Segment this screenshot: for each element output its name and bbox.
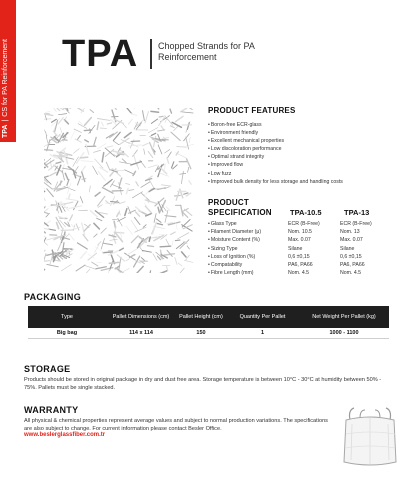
spec-value: ECR (B-Free) <box>340 221 372 227</box>
product-subtitle: Chopped Strands for PA Reinforcement <box>158 41 255 62</box>
spec-value: PA6, PA66 <box>340 261 365 268</box>
glass-strand <box>148 128 158 133</box>
side-category-text: TPA|CS for PA Reinforcement <box>2 39 9 138</box>
glass-strand <box>159 117 165 125</box>
glass-strand <box>62 171 64 181</box>
glass-strand <box>131 141 139 142</box>
glass-strand <box>97 218 102 220</box>
glass-strand <box>74 129 82 133</box>
glass-strand <box>187 246 189 249</box>
glass-strand <box>103 243 113 245</box>
glass-strand <box>103 252 112 253</box>
glass-strand <box>44 167 45 169</box>
glass-strand <box>84 130 91 131</box>
glass-strand <box>79 121 82 124</box>
glass-strand <box>172 162 174 168</box>
glass-strand <box>97 122 99 130</box>
glass-strand <box>47 264 59 266</box>
glass-strand <box>126 184 130 185</box>
features-heading: PRODUCT FEATURES <box>208 106 296 115</box>
warranty-text: All physical & chemical properties represent average values and subject to normal production variations. The specifications are also subject to change. For current information please contact Besler Office. <box>24 418 328 432</box>
packaging-col-dimensions: Pallet Dimensions (cm) <box>106 306 176 328</box>
spec-header <box>208 198 398 220</box>
glass-strand <box>78 176 81 185</box>
glass-strand <box>81 161 93 162</box>
glass-strand <box>148 151 153 157</box>
glass-strand <box>76 224 79 230</box>
header-divider <box>150 39 152 69</box>
glass-strand <box>141 182 150 188</box>
glass-strand <box>58 118 63 124</box>
glass-strand <box>154 214 156 223</box>
glass-strand <box>143 143 149 146</box>
glass-strand <box>65 173 68 179</box>
glass-strand <box>171 232 176 235</box>
glass-strand <box>153 108 159 109</box>
spec-property: • Loss of Ignition (%) <box>208 253 255 261</box>
packaging-col-type: Type <box>28 306 106 328</box>
glass-strand <box>168 152 172 158</box>
glass-strand <box>144 149 145 154</box>
glass-strand <box>77 135 80 139</box>
glass-strand <box>167 158 169 164</box>
glass-strand <box>71 131 75 139</box>
glass-strand <box>158 145 162 154</box>
glass-strand <box>44 228 49 229</box>
packaging-cell: 1 <box>226 328 299 338</box>
spec-property: • Compatability <box>208 261 242 269</box>
spec-property: • Sizing Type <box>208 245 238 253</box>
glass-strand <box>179 268 184 273</box>
glass-strand <box>82 223 85 234</box>
glass-strand <box>76 265 85 271</box>
glass-strand <box>94 234 97 237</box>
spec-property: • Moisture Content (%) <box>208 236 260 244</box>
features-list <box>208 121 398 186</box>
side-category-bar <box>0 0 16 142</box>
glass-strand <box>133 171 136 175</box>
spec-row <box>208 253 398 261</box>
spec-value: ECR (B-Free) <box>288 221 320 227</box>
glass-strand <box>94 223 100 229</box>
glass-strand <box>153 254 157 261</box>
glass-strand <box>131 220 138 230</box>
spec-value: Nom. 4.5 <box>340 270 362 277</box>
glass-strand <box>82 179 86 180</box>
glass-strand <box>66 199 78 201</box>
spec-property: • Fibre Length (mm) <box>208 269 254 277</box>
glass-strand <box>152 222 156 234</box>
spec-value: 0,6 ±0,15 <box>288 253 310 260</box>
spec-column-header: TPA-10.5 <box>290 208 322 217</box>
glass-strand <box>82 166 86 172</box>
glass-strand <box>80 197 83 203</box>
glass-strand <box>164 254 174 255</box>
packaging-cell: 114 x 114 <box>106 328 176 338</box>
glass-strand <box>68 184 71 194</box>
glass-strand <box>119 202 125 204</box>
glass-strand <box>44 129 47 136</box>
glass-strand <box>182 252 186 257</box>
glass-strand <box>143 111 145 121</box>
spec-value: Nom. 13 <box>340 229 360 236</box>
glass-strand <box>175 116 183 122</box>
product-title: TPA <box>62 33 139 75</box>
glass-strand <box>170 126 174 128</box>
glass-strand <box>181 205 183 216</box>
spec-value: 0,6 ±0,15 <box>340 253 362 260</box>
glass-strand <box>61 265 71 271</box>
glass-strand <box>136 182 138 186</box>
glass-strand <box>102 122 104 126</box>
packaging-header-row <box>28 306 389 328</box>
glass-strand <box>58 243 62 251</box>
glass-strand <box>126 226 132 234</box>
big-bag-icon <box>338 404 402 470</box>
glass-strand <box>57 223 59 229</box>
glass-strand <box>48 229 55 230</box>
packaging-col-quantity: Quantity Per Pallet <box>226 306 299 328</box>
glass-strand <box>134 256 140 267</box>
glass-strand <box>74 201 79 209</box>
glass-strand <box>107 123 111 124</box>
glass-strand <box>131 236 138 243</box>
glass-strand <box>85 118 92 126</box>
glass-strand <box>181 171 183 183</box>
glass-strand <box>126 259 130 261</box>
packaging-cell: 1000 - 1100 <box>299 328 389 338</box>
glass-strand <box>176 153 187 158</box>
glass-strand <box>83 235 88 241</box>
glass-strand <box>60 181 61 185</box>
packaging-heading: PACKAGING <box>24 292 82 302</box>
glass-strand <box>101 268 113 271</box>
glass-strand <box>92 262 98 266</box>
glass-strand <box>129 145 142 146</box>
glass-strand <box>119 257 121 270</box>
glass-strand <box>182 112 193 113</box>
glass-strand <box>109 235 116 237</box>
glass-strand <box>165 150 170 154</box>
glass-strand <box>170 109 172 113</box>
glass-strand <box>113 108 116 110</box>
glass-strand <box>177 147 187 148</box>
glass-strand <box>118 217 126 221</box>
glass-strand <box>80 252 86 258</box>
glass-strand <box>158 118 161 121</box>
glass-strand <box>95 192 100 196</box>
glass-strand <box>176 193 179 201</box>
glass-strand <box>56 162 61 163</box>
spec-value: Silane <box>288 245 303 252</box>
packaging-cell: 150 <box>176 328 226 338</box>
glass-strand <box>189 137 190 142</box>
glass-strand <box>44 209 48 212</box>
glass-strand <box>126 108 132 114</box>
glass-strand <box>74 149 80 154</box>
glass-strand <box>119 138 129 144</box>
glass-strand <box>172 241 173 246</box>
glass-strand <box>148 246 154 247</box>
glass-strand <box>102 153 104 162</box>
glass-strand <box>114 221 115 227</box>
glass-strand <box>187 123 189 130</box>
glass-strand <box>106 162 110 170</box>
spec-row <box>208 228 398 236</box>
glass-strand <box>120 248 124 250</box>
feature-item: • Optimal strand integrity <box>208 153 398 161</box>
feature-item: • Environment friendly <box>208 129 398 137</box>
glass-strand <box>120 178 122 183</box>
glass-strand <box>162 185 171 186</box>
glass-strand <box>51 108 56 112</box>
glass-strand <box>110 181 114 187</box>
glass-strand <box>137 163 139 169</box>
glass-strand <box>63 140 67 141</box>
glass-strand <box>117 213 119 217</box>
spec-heading: PRODUCT SPECIFICATION <box>208 198 272 217</box>
glass-strand <box>173 165 178 169</box>
spec-value: Silane <box>340 245 355 252</box>
glass-strand <box>161 126 164 130</box>
glass-strand <box>47 189 54 197</box>
glass-strand <box>124 133 131 138</box>
spec-property: • Glass Type <box>208 220 237 228</box>
feature-item: • Low discoloration performance <box>208 145 398 153</box>
glass-strand <box>136 212 140 216</box>
product-specification <box>208 198 398 277</box>
spec-row <box>208 245 398 253</box>
feature-item: • Low fuzz <box>208 170 398 178</box>
spec-value: Max. 0.07 <box>288 237 311 244</box>
glass-strand <box>70 215 73 221</box>
glass-strand <box>142 251 151 253</box>
glass-strand <box>148 165 157 168</box>
glass-strand <box>149 237 150 241</box>
glass-strand <box>49 165 56 170</box>
glass-strand <box>151 111 159 112</box>
glass-strand <box>188 167 189 172</box>
glass-strand <box>145 200 157 204</box>
spec-value: Nom. 4.5 <box>288 270 310 277</box>
glass-strand <box>56 108 60 111</box>
glass-strand <box>157 271 167 273</box>
glass-strand <box>156 223 162 225</box>
glass-strand <box>46 137 48 143</box>
glass-strand <box>181 108 187 111</box>
glass-strand <box>80 157 87 158</box>
glass-strand <box>100 167 108 172</box>
glass-strand <box>184 193 188 194</box>
glass-strand <box>97 119 110 121</box>
glass-strand <box>175 257 177 264</box>
glass-strand <box>44 261 50 262</box>
glass-strand <box>159 116 163 117</box>
glass-strand <box>73 108 83 111</box>
glass-strand <box>85 266 96 270</box>
product-features <box>208 106 398 186</box>
glass-strand <box>105 150 114 157</box>
feature-item: • Improved bulk density for less storage and handling costs <box>208 178 398 186</box>
glass-strand <box>59 114 67 115</box>
glass-strand <box>44 119 51 120</box>
packaging-col-height: Pallet Height (cm) <box>176 306 226 328</box>
chopped-strands-image <box>44 108 194 273</box>
glass-strand <box>89 186 90 192</box>
packaging-col-weight: Net Weight Per Pallet (kg) <box>299 306 389 328</box>
glass-strand <box>126 188 128 193</box>
glass-strand <box>160 246 171 247</box>
glass-strand <box>180 173 186 174</box>
storage-heading: STORAGE <box>24 364 71 374</box>
spec-row <box>208 261 398 269</box>
spec-value: PA6, PA66 <box>288 261 313 268</box>
glass-strand <box>84 225 90 231</box>
glass-strand <box>167 266 168 270</box>
glass-strand <box>44 269 45 273</box>
glass-strand <box>167 250 172 256</box>
glass-strand <box>44 234 47 238</box>
glass-strand <box>151 133 155 135</box>
feature-item: • Boron-free ECR-glass <box>208 121 398 129</box>
spec-value: Max. 0.07 <box>340 237 363 244</box>
packaging-table <box>28 306 389 339</box>
glass-strand <box>112 185 122 189</box>
glass-strand <box>47 140 50 151</box>
glass-strand <box>125 209 127 216</box>
glass-strand <box>109 262 118 263</box>
glass-strand <box>85 140 89 142</box>
glass-strand <box>50 172 56 175</box>
glass-strand <box>128 119 132 124</box>
glass-strand <box>175 240 180 241</box>
feature-item: • Improved flow <box>208 161 398 169</box>
spec-column-header: TPA-13 <box>344 208 370 217</box>
glass-strand <box>145 112 149 124</box>
glass-strand <box>130 255 135 258</box>
glass-strand <box>98 196 105 206</box>
glass-strand <box>135 217 140 224</box>
glass-strand <box>160 168 167 174</box>
glass-strand <box>166 239 170 247</box>
glass-strand <box>129 142 139 147</box>
glass-strand <box>96 267 106 269</box>
glass-strand <box>125 170 135 175</box>
spec-row <box>208 269 398 277</box>
glass-strand <box>135 266 143 273</box>
glass-strand <box>171 132 180 140</box>
glass-strand <box>101 228 107 233</box>
glass-strand <box>69 194 70 198</box>
website-link[interactable]: www.beslerglassfiber.com.tr <box>24 432 106 438</box>
feature-item: • Excellent mechanical properties <box>208 137 398 145</box>
glass-strand <box>75 139 81 142</box>
spec-row <box>208 220 398 228</box>
glass-strand <box>98 242 101 245</box>
glass-strand <box>129 190 134 191</box>
side-category-label: CS for PA Reinforcement <box>2 39 9 117</box>
glass-strand <box>114 141 119 145</box>
glass-strand <box>77 243 87 249</box>
glass-strand <box>102 188 113 194</box>
glass-strand <box>44 191 45 195</box>
glass-strand <box>107 146 113 147</box>
glass-strand <box>180 189 183 198</box>
glass-strand <box>149 271 151 273</box>
glass-strand <box>112 219 118 220</box>
glass-strand <box>113 132 120 140</box>
packaging-cell: Big bag <box>28 328 106 338</box>
glass-strand <box>97 262 102 263</box>
glass-strand <box>122 159 126 163</box>
glass-strand <box>158 130 165 131</box>
glass-strand <box>44 114 53 116</box>
glass-strand <box>85 269 90 273</box>
glass-strand <box>166 207 169 210</box>
glass-strand <box>187 108 192 110</box>
glass-strand <box>45 111 50 112</box>
glass-strand <box>44 150 52 151</box>
glass-strand <box>178 233 189 239</box>
glass-strand <box>151 119 157 123</box>
glass-strand <box>99 212 107 214</box>
glass-strand <box>66 158 74 160</box>
table-row <box>28 328 389 338</box>
glass-strand <box>123 124 127 128</box>
spec-row <box>208 236 398 244</box>
glass-strand <box>133 150 138 156</box>
spec-property: • Filament Diameter (μ) <box>208 228 261 236</box>
glass-strand <box>184 260 192 262</box>
storage-text: Products should be stored in original package in dry and dust free area. Storage temperature is between 10°C - 30°C at humidity between 50% - 75%. Pallets must be single stacked. <box>24 377 382 391</box>
glass-strand <box>82 172 85 182</box>
glass-strand <box>94 137 97 146</box>
glass-strand <box>94 150 101 152</box>
glass-strand <box>67 180 69 186</box>
glass-strand <box>44 176 48 177</box>
glass-strand <box>178 263 182 266</box>
glass-strand <box>93 166 98 175</box>
warranty-heading: WARRANTY <box>24 405 79 415</box>
glass-strand <box>131 114 137 116</box>
side-product-code: TPA <box>2 124 9 138</box>
glass-strand <box>98 172 105 181</box>
glass-strand <box>44 194 45 200</box>
glass-strand <box>145 206 151 213</box>
glass-strand <box>90 110 94 113</box>
glass-strand <box>127 249 137 255</box>
spec-value: Nom. 10.5 <box>288 229 312 236</box>
glass-strand <box>132 192 142 198</box>
glass-strand <box>172 122 181 127</box>
glass-strand <box>189 181 191 185</box>
